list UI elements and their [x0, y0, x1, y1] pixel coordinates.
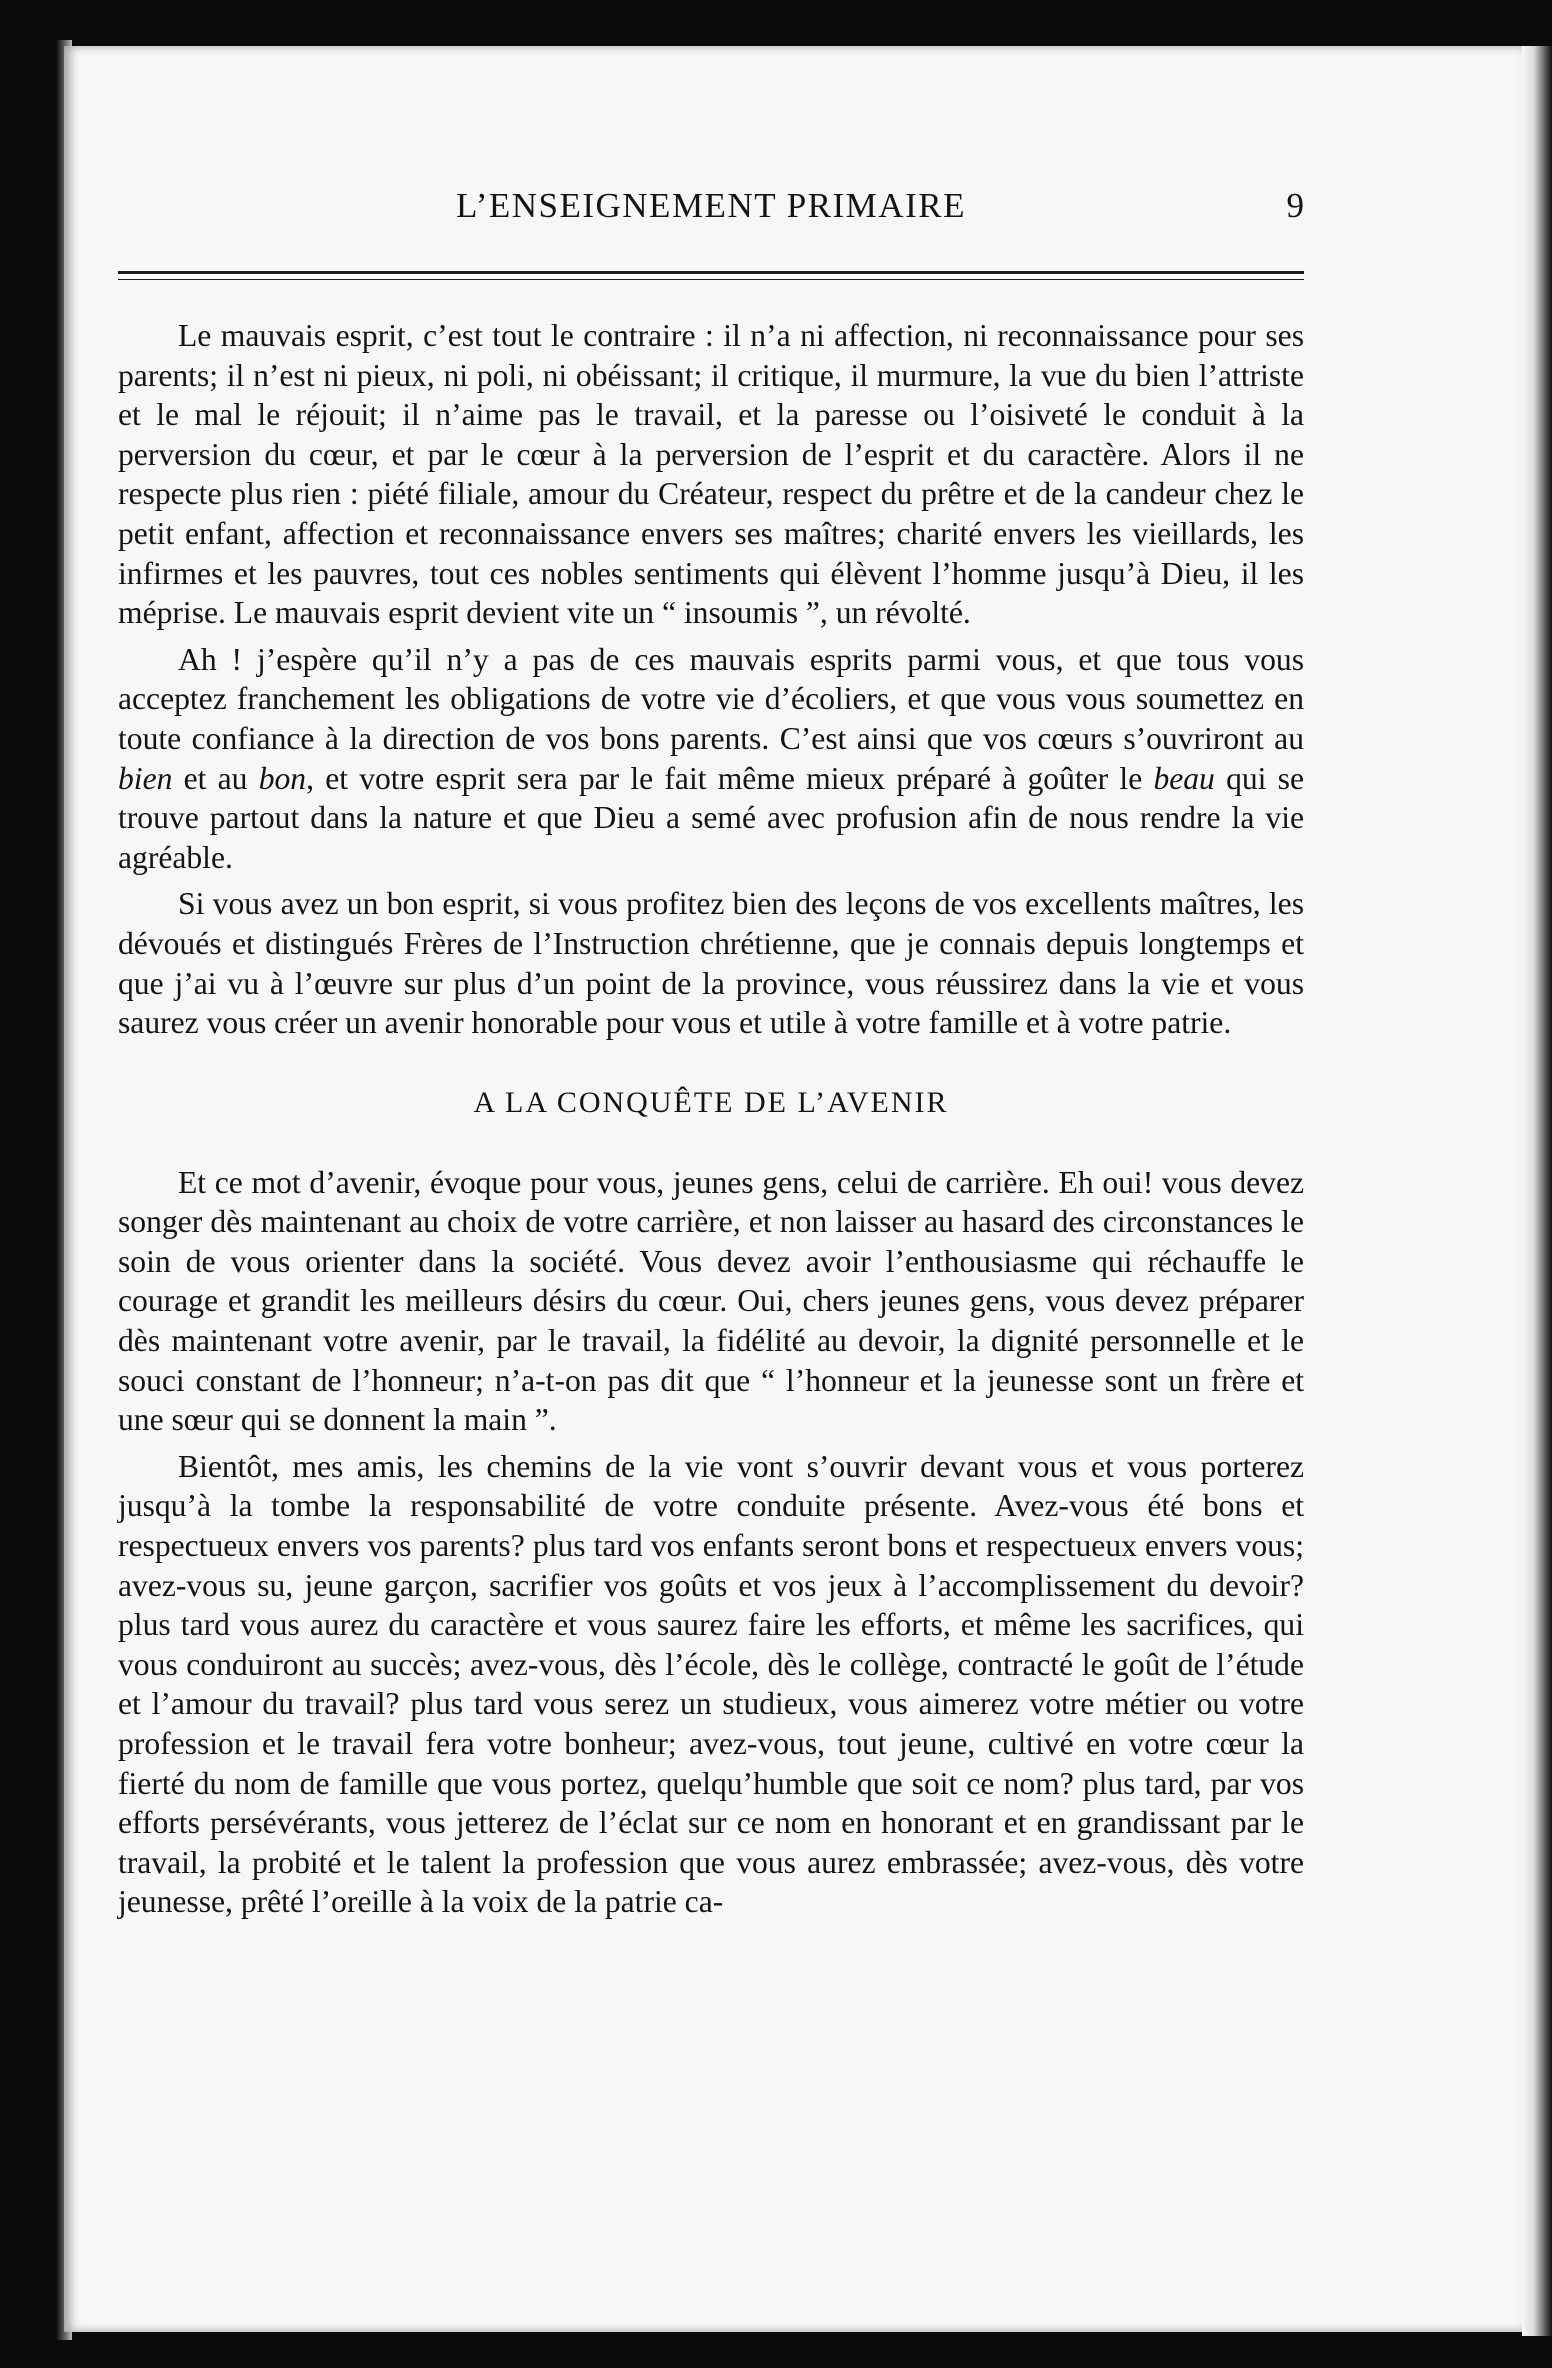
paragraph-segment: , et votre esprit sera par le fait même mieux préparé à goûter le [306, 760, 1154, 796]
page-number: 9 [1286, 186, 1304, 225]
paragraph-ah-j-espere [118, 640, 1304, 878]
paragraph-mauvais-esprit: Le mauvais esprit, c’est tout le contraire : il n’a ni affection, ni reconnaissance pour ses parents; il n’est ni pieux, ni poli, ni obéissant; il critique, il murmure, la vue du bien l’attriste et le mal le réjouit; il n’aime pas le travail, et la paresse ou l’oisiveté le conduit à la perversion du cœur, et par le cœur à la perversion de l’esprit et du caractère. Alors il ne respecte plus rien : piété filiale, amour du Créateur, respect du prêtre et de la candeur chez le petit enfant, affection et reconnaissance envers ses maîtres; charité envers les vieillards, les infirmes et les pauvres, tout ces nobles sentiments qui élèvent l’homme jusqu’à Dieu, il les méprise. Le mauvais esprit devient vite un “ insoumis ”, un révolté. [118, 318, 1304, 631]
paragraph-segment: et au [172, 760, 259, 796]
running-title: L’ENSEIGNEMENT PRIMAIRE [456, 186, 966, 225]
paragraph-bientot: Bientôt, mes amis, les chemins de la vie vont s’ouvrir devant vous et vous porterez jusqu’à la tombe la responsabilité de votre conduite présente. Avez-vous été bons et respectueux envers vos parents? plus tard vos enfants seront bons et respectueux envers vous; avez-vous su, jeune garçon, sacrifier vos goûts et vos jeux à l’accomplissement du devoir? plus tard vous aurez du caractère et vous saurez faire les efforts, et même les sacrifices, qui vous conduiront au succès; avez-vous, dès l’école, dès le collège, contracté le goût de l’étude et l’amour du travail? plus tard vous serez un studieux, vous aimerez votre métier ou votre profession et le travail fera votre bonheur; avez-vous, tout jeune, cultivé en votre cœur la fierté du nom de famille que vous portez, quelqu’humble que soit ce nom? plus tard, par vos efforts persévérants, vous jetterez de l’éclat sur ce nom en honorant et en grandissant par le travail, la probité et le talent la profession que vous aurez embrassée; avez-vous, dès votre jeunesse, prêté l’oreille à la voix de la patrie ca- [118, 1448, 1304, 1920]
body-text [118, 316, 1304, 1929]
paragraph-mot-avenir: Et ce mot d’avenir, évoque pour vous, jeunes gens, celui de carrière. Eh oui! vous devez songer dès maintenant au choix de votre carrière, et non laisser au hasard des circonstances le soin de vous orienter dans la société. Vous devez avoir l’enthousiasme qui réchauffe le courage et grandit les meilleurs désirs du cœur. Oui, chers jeunes gens, vous devez préparer dès maintenant votre avenir, par le travail, la fidélité au devoir, la dignité personnelle et le souci constant de l’honneur; n’a-t-on pas dit que “ l’honneur et la jeunesse sont un frère et une sœur qui se donnent la main ”. [118, 1164, 1304, 1438]
italic-word-bon: bon [258, 760, 307, 796]
paragraph-segment: qui se trouve partout dans la nature et que Dieu a semé avec profusion afin de nous rendre la vie agréable. [118, 760, 1304, 875]
header-rule-thick [118, 271, 1304, 274]
italic-word-bien: bien [118, 760, 173, 796]
header-rule-thin [118, 279, 1304, 280]
paragraph-segment: Ah ! j’espère qu’il n’y a pas de ces mauvais esprits parmi vous, et que tous vous acceptez franchement les obligations de votre vie d’écoliers, et que vous vous soumettez en toute confiance à la direction de vos bons parents. C’est ainsi que vos cœurs s’ouvriront au [118, 641, 1304, 756]
paragraph-bon-esprit: Si vous avez un bon esprit, si vous profitez bien des leçons de vos excellents maîtres, les dévoués et distingués Frères de l’Instruction chrétienne, que je connais depuis longtemps et que j’ai vu à l’œuvre sur plus d’un point de la province, vous réussirez dans la vie et vous saurez vous créer un avenir honorable pour vous et utile à votre famille et à votre patrie. [118, 886, 1304, 1041]
running-head [118, 186, 1304, 236]
italic-word-beau: beau [1153, 760, 1215, 796]
page-right-edge [1522, 46, 1552, 2336]
section-heading: A LA CONQUÊTE DE L’AVENIR [473, 1085, 949, 1119]
